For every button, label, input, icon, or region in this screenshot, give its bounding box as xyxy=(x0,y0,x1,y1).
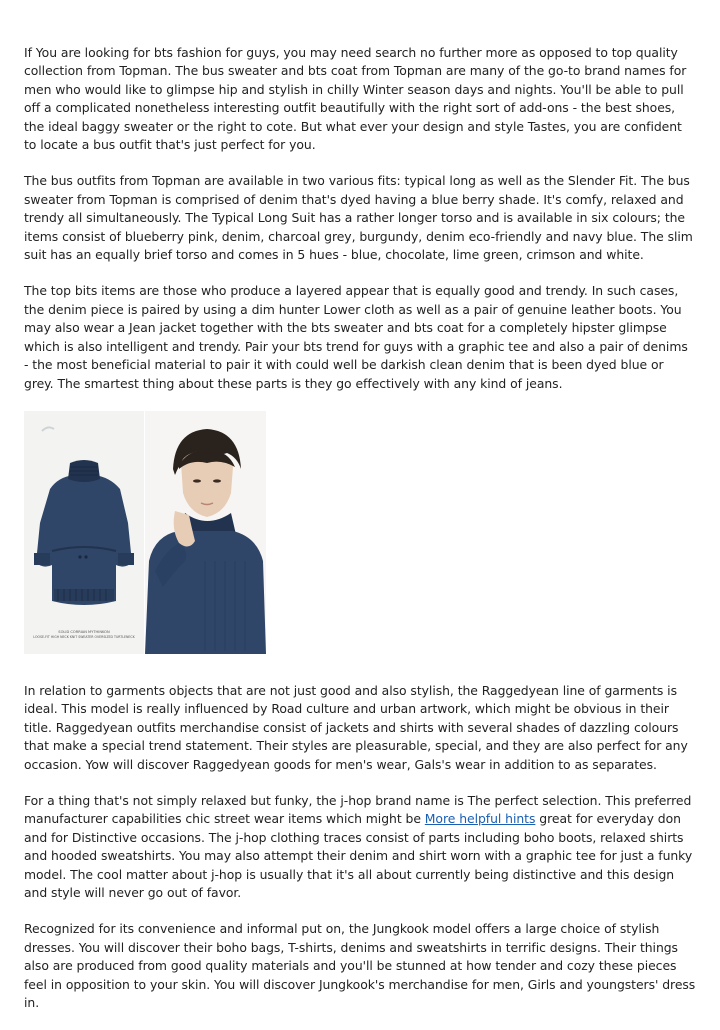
product-photo xyxy=(24,411,266,654)
paragraph-6: Recognized for its convenience and informal put on, the Jungkook model offers a large choice of stylish dresses. You will discover their boho bags, T-shirts, denims and sweatshirts in terrific designs. Their things also are produced from good quality materials and you'll be stunned at how tender and cozy these pieces feel in opposition to your skin. You will discover Jungkook's merchandise for men, Girls and youngsters' dress in. xyxy=(24,921,696,1010)
product-caption-line-2: LOOSE-FIT HIGH NECK KNIT SWEATER OVERSIZED TURTLENECK xyxy=(33,634,135,639)
paragraph-5-text-end: great for everyday don and for Distinctive occasions. The j-hop clothing traces consist of parts including boho boots, relaxed shirts and hooded sweatshirts. You may also attempt their denim and shirt worn with a graphic tee for just a funky model. The cool matter about j-hop is usually that it's all about currently being distinctive and this design and style will never go out of favor. xyxy=(24,811,693,900)
paragraph-2: The bus outfits from Topman are available in two various fits: typical long as well as the Slender Fit. The bus sweater from Topman is comprised of denim that's dyed having a blue berry shade. It's comfy, relaxed and trendy all simultaneously. The Typical Long Suit has a rather longer torso and is available in six colours; the items consist of blueberry pink, denim, charcoal grey, burgundy, denim eco-friendly and navy blue. The slim suit has an equally brief torso and comes in 5 hues - blue, chocolate, lime green, crimson and white. xyxy=(24,173,693,263)
paragraph-4: In relation to garments objects that are not just good and also stylish, the Raggedyean line of garments is ideal. This model is really influenced by Road culture and urban artwork, which might be obvious in their title. Raggedyean outfits merchandise consist of jackets and shirts with several shades of dazzling colours that make a special trend statement. Their styles are pleasurable, special, and they are also perfect for any occasion. Yow will discover Raggedyean goods for men's wear, Gals's wear in addition to as separates. xyxy=(24,682,688,772)
model-photo xyxy=(145,411,266,654)
sweater-product-image xyxy=(24,411,144,654)
turtleneck-sweater-illustration xyxy=(24,411,144,654)
more-helpful-hints-link[interactable]: More helpful hints xyxy=(424,811,536,827)
paragraph-1: If You are looking for bts fashion for guys, you may need search no further more as opposed to top quality collection from Topman. The bus sweater and bts coat from Topman are many of the go-to brand names for men who would like to glimpse hip and stylish in chilly Winter season days and nights. You'll be able to pull off a complicated nonetheless interesting outfit beautifully with the right sort of add-ons - the best shoes, the ideal baggy sweater or the right to cote. But what ever your design and style Tastes, you are confident to locate a bus outfit that's just perfect for you. xyxy=(24,45,687,153)
model-in-sweater-illustration xyxy=(145,411,266,654)
product-caption-line-1: SOLID CORRIAN MYTHINKON xyxy=(58,629,110,634)
paragraph-5-text-start: For a thing that's not simply relaxed but funky, the j-hop brand name is The perfect selection. This preferred manufacturer capabilities chic street wear items which might be xyxy=(24,792,692,827)
paragraph-5 xyxy=(24,792,696,902)
article-body xyxy=(24,44,696,1030)
paragraph-3: The top bits items are those who produce a layered appear that is equally good and trendy. In such cases, the denim piece is paired by using a dim hunter Lower cloth as well as a pair of genuine leather boots. You may also wear a Jean jacket together with the bts sweater and bts coat for a completely hipster glimpse which is also intelligent and trendy. Pair your bts trend for guys with a graphic tee and also a pair of denims - the most beneficial material to pair it with could well be darkish clean denim that is been dyed blue or grey. The smartest thing about these parts is they go effectively with any kind of jeans. xyxy=(24,283,688,391)
